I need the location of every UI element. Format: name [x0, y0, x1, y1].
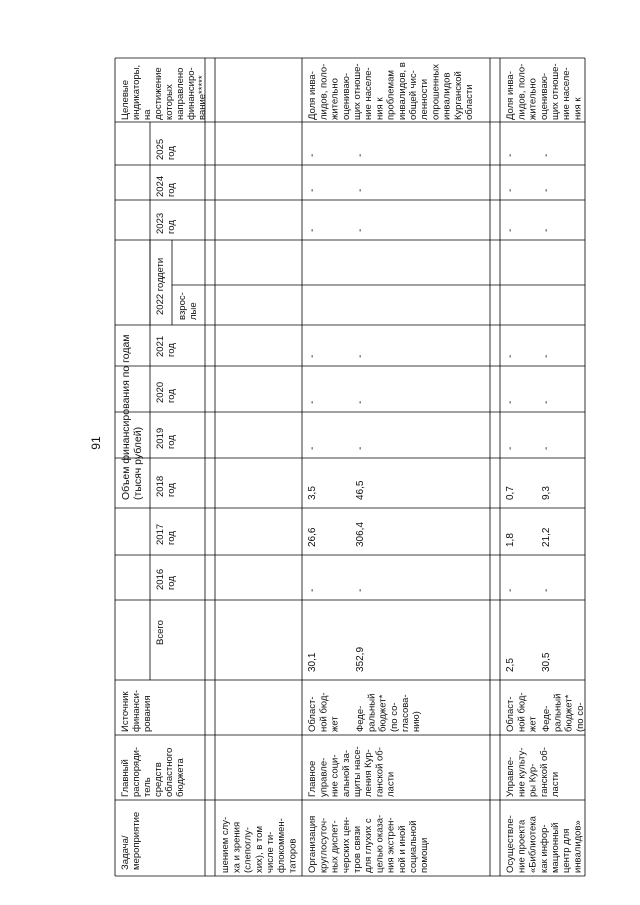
header-2022: 2022 год	[155, 277, 166, 315]
table-cells	[120, 62, 586, 873]
row1-source: Област-ной бюд-жет	[307, 692, 341, 732]
r2-y2025-value: -	[355, 153, 366, 157]
r2-y2016-value: -	[355, 588, 366, 592]
r4-y2016-value: -	[541, 588, 552, 592]
header-2017: 2017год	[155, 523, 177, 545]
row3-source: Област-ной бюд-жет	[505, 692, 539, 732]
header-total: Всего	[155, 620, 166, 645]
r4-y2024-value: -	[541, 188, 552, 192]
header-volume-title: Объем финансирования по годам(тысяч рублей)	[120, 334, 144, 500]
row4-source: Феде-ральныйбюджет*(по со-	[541, 693, 586, 732]
r1-y2021-value: -	[307, 354, 318, 358]
r3-y2021-value: -	[505, 354, 516, 358]
r2-y2017-value: 306,4	[355, 521, 366, 547]
header-source: Источникфинанси-рования	[120, 689, 153, 732]
r3-y2020-value: -	[505, 400, 516, 404]
r1-y2017-value: 26,6	[307, 527, 318, 547]
r3-y2016-value: -	[505, 588, 516, 592]
r3-total-value: 2,5	[505, 658, 516, 672]
header-indicators: Целевыеиндикаторы,надостижениекоторыхнаправленофинансиро-вание*****	[120, 64, 208, 120]
row3-task: Осуществле-ние проекта«Библиотекакак инфор-мационныйцентр дляинвалидов»	[505, 815, 584, 873]
r2-y2019-value: -	[355, 446, 366, 450]
header-2020: 2020год	[155, 381, 177, 403]
r3-y2018-value: 0,7	[505, 486, 516, 500]
header-2016: 2016год	[155, 568, 177, 590]
r4-y2017-value: 21,2	[541, 527, 552, 547]
row3-executor: Управле-ние культу-ры Кур-ганской об-ласти	[505, 747, 561, 797]
r2-y2021-value: -	[355, 354, 366, 358]
header-2025: 2025год	[155, 138, 177, 160]
r2-total-value: 352,9	[355, 646, 366, 672]
r4-y2023-value: -	[541, 228, 552, 232]
r2-y2023-value: -	[355, 228, 366, 232]
r3-y2024-value: -	[505, 188, 516, 192]
r4-total-value: 30,5	[541, 652, 552, 672]
header-2021: 2021год	[155, 335, 177, 357]
r1-y2018-value: 3,5	[307, 486, 318, 500]
r3-y2023-value: -	[505, 228, 516, 232]
r1-y2019-value: -	[307, 446, 318, 450]
r4-y2021-value: -	[541, 354, 552, 358]
r1-y2024-value: -	[307, 188, 318, 192]
header-children: дети	[155, 257, 166, 278]
r2-y2024-value: -	[355, 188, 366, 192]
header-2019: 2019год	[155, 427, 177, 449]
r2-y2020-value: -	[355, 400, 366, 404]
header-2018: 2018год	[155, 475, 177, 497]
r3-y2025-value: -	[505, 153, 516, 157]
row1-indicators: Доля инва-лидов, поло-жительнооценивaю-щих отноше-ние населе-ния кпроблемаминвалидов, вобщей чис-ленностиопрошенныхинвалидовКурганскойобласти	[307, 62, 475, 120]
header-adults: взрос-лые	[177, 292, 199, 320]
page-number: 91	[89, 436, 103, 450]
r4-y2020-value: -	[541, 400, 552, 404]
r4-y2025-value: -	[541, 153, 552, 157]
r1-y2023-value: -	[307, 228, 318, 232]
header-2023: 2023год	[155, 212, 177, 234]
row1-executor: Главноеуправле-ние соци-альной за-щиты насе-ления Кур-ганской об-ласти	[307, 746, 397, 797]
header-2024: 2024год	[155, 175, 177, 197]
header-executor: Главныйраспоряди-тельсредствобластногобюджета	[120, 746, 186, 797]
r1-y2016-value: -	[307, 588, 318, 592]
r1-y2025-value: -	[307, 153, 318, 157]
r3-y2019-value: -	[505, 446, 516, 450]
r4-y2018-value: 9,3	[541, 486, 552, 500]
row0-task: шением слу-ха и зрения(слепоглу-хих), в томчисле ти-флокоммен-таторов	[220, 816, 299, 873]
r2-y2018-value: 46,5	[355, 480, 366, 500]
row2-source: Феде-ральныйбюджет*(по со-гласова-нию)	[355, 693, 423, 732]
r1-y2020-value: -	[307, 400, 318, 404]
row1-task: Организациякруглосуточ-ных диспет-черских цен-тров связидля глухих сцелью оказа-ния экстрен-ной и инойсоциальнойпомощи	[307, 814, 431, 873]
r1-total-value: 30,1	[307, 652, 318, 672]
r3-y2017-value: 1,8	[505, 533, 516, 547]
row3-indicators: Доля инва-лидов, поло-жительнооценивaю-щих отноше-ние населе-ния к	[505, 63, 584, 120]
header-task: Задача/мероприятие	[120, 811, 142, 870]
r4-y2019-value: -	[541, 446, 552, 450]
